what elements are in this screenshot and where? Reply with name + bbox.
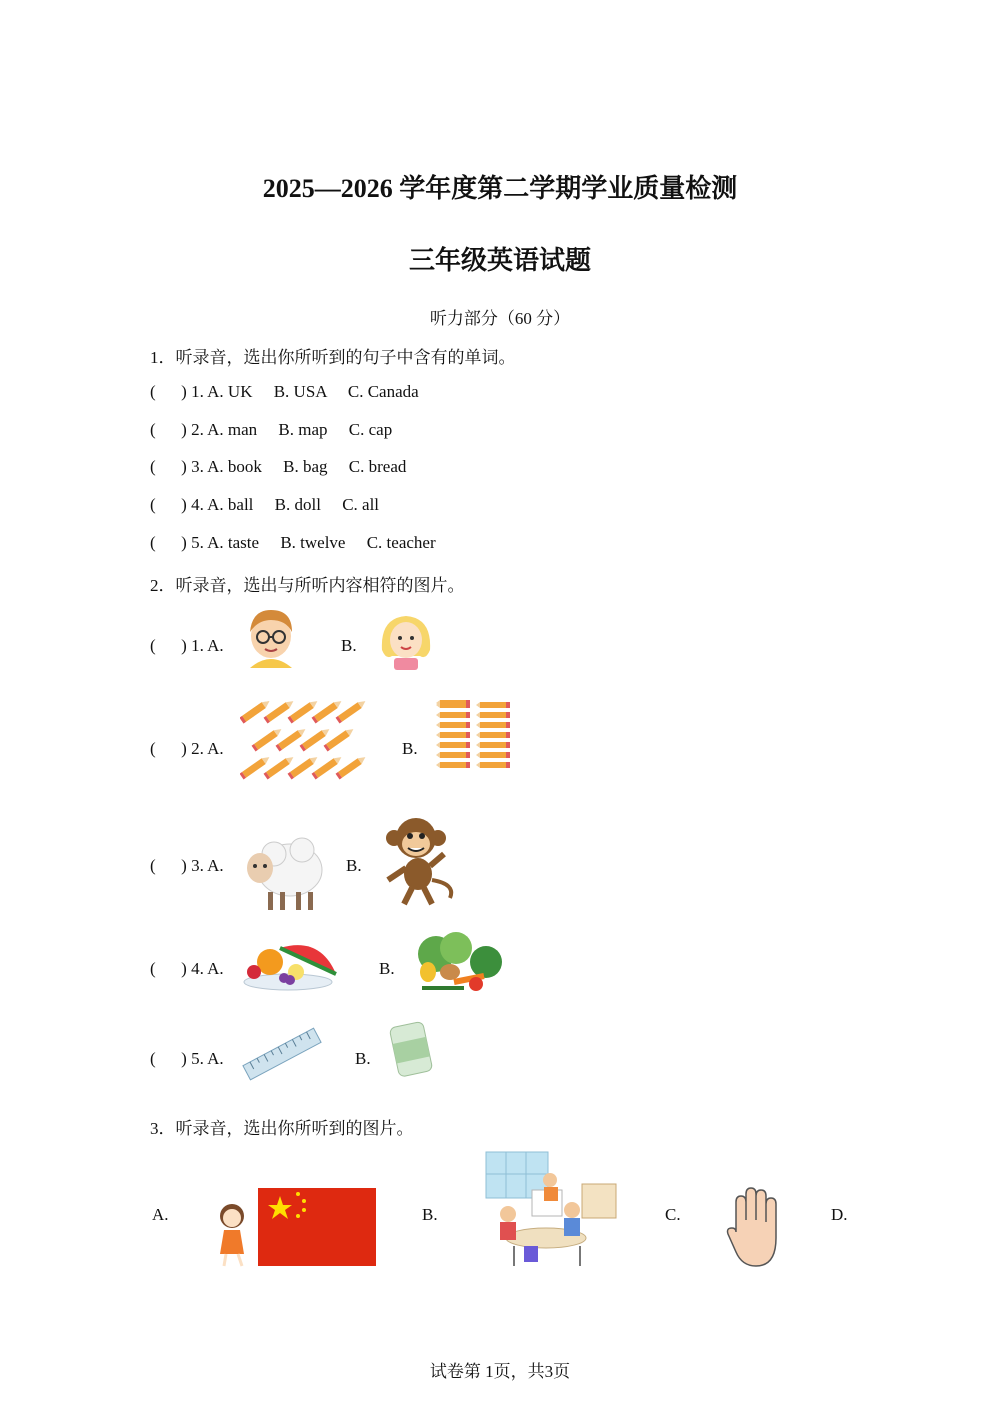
q3-option-b: B. [422, 1205, 438, 1224]
q2-item-5-b: B. [355, 1049, 371, 1068]
q1-item-2: ( ) 2. A. man B. map C. cap [150, 420, 393, 439]
q2-item-2-label: ( ) 2. A. [150, 739, 224, 758]
girl-icon [376, 610, 436, 672]
sheep-icon [240, 834, 326, 914]
q2-item-3-label: ( ) 3. A. [150, 856, 224, 875]
q2-item-1-b: B. [341, 636, 357, 655]
girl-with-china-flag-icon [210, 1186, 380, 1270]
q1-instruction: 1．听录音，选出你所听到的句子中含有的单词。 [150, 348, 516, 367]
q1-item-5: ( ) 5. A. taste B. twelve C. teacher [150, 533, 436, 552]
q1-item-4: ( ) 4. A. ball B. doll C. all [150, 495, 380, 514]
boy-with-glasses-icon [240, 606, 302, 672]
q3-option-c: C. [665, 1205, 681, 1224]
q3-option-a: A. [152, 1205, 169, 1224]
children-classroom-icon [484, 1150, 618, 1270]
q2-item-4-label: ( ) 4. A. [150, 959, 224, 978]
eraser-icon [386, 1018, 438, 1080]
exam-title: 2025—2026 学年度第二学期学业质量检测 [262, 174, 738, 203]
q1-item-3: ( ) 3. A. book B. bag C. bread [150, 457, 407, 476]
pencils-stacked-icon [436, 700, 516, 776]
q2-item-2-b: B. [402, 739, 418, 758]
ruler-icon [240, 1026, 324, 1082]
q3-instruction: 3．听录音，选出你所听到的图片。 [150, 1119, 414, 1138]
q2-item-4-b: B. [379, 959, 395, 978]
page-footer: 试卷第 1页，共3页 [429, 1362, 571, 1381]
q2-instruction: 2．听录音，选出与所听内容相符的图片。 [150, 576, 465, 595]
fruit-plate-icon [240, 928, 340, 992]
vegetables-icon [414, 932, 506, 994]
section-heading: 听力部分（60 分） [429, 309, 571, 328]
q2-item-1-label: ( ) 1. A. [150, 636, 224, 655]
q2-item-3-b: B. [346, 856, 362, 875]
hand-icon [724, 1186, 786, 1270]
pencils-scattered-icon [240, 694, 370, 780]
q3-option-d: D. [831, 1205, 848, 1224]
q1-item-1: ( ) 1. A. UK B. USA C. Canada [150, 382, 419, 401]
q2-item-5-label: ( ) 5. A. [150, 1049, 224, 1068]
monkey-icon [382, 814, 462, 910]
exam-subtitle: 三年级英语试题 [408, 246, 591, 275]
